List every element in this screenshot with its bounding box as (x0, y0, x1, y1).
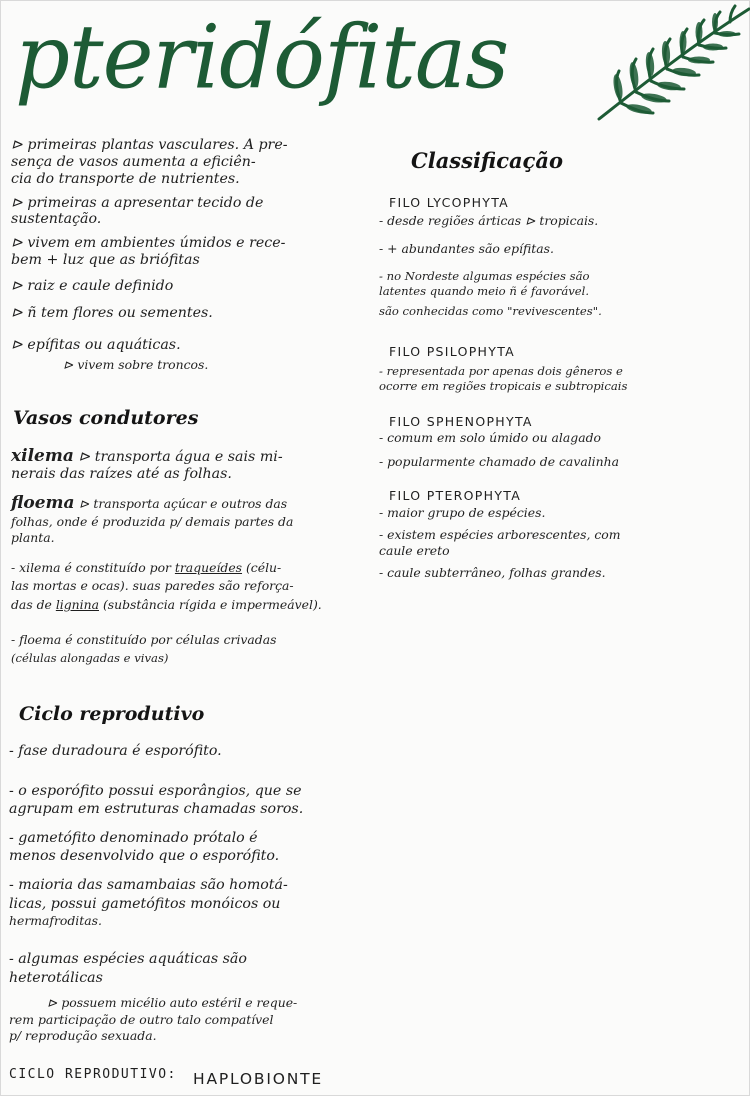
ciclo-line: licas, possui gametófitos monóicos ou (9, 896, 281, 912)
phylum-name: FILO PSILOPHYTA (389, 344, 516, 359)
xilema-const-pre: - xilema é constituído por (11, 560, 175, 575)
floema-const-line: (células alongadas e vivas) (11, 651, 169, 665)
page-title: pteridófitas (15, 7, 509, 110)
ciclo-line: p/ reprodução sexuada. (9, 1028, 157, 1043)
xilema-const-line: las mortas e ocas). suas paredes são reforça- (11, 578, 294, 593)
xilema-const-pre: das de (11, 597, 56, 612)
ciclo-line: - gametófito denominado prótalo é (9, 830, 258, 846)
section-heading-classificacao: Classificação (411, 148, 563, 173)
phylum-line: - representada por apenas dois gêneros e (379, 364, 623, 378)
section-heading-ciclo: Ciclo reprodutivo (19, 703, 205, 725)
ciclo-line: agrupam em estruturas chamadas soros. (9, 801, 304, 817)
phylum-line: ocorre em regiões tropicais e subtropicais (379, 379, 628, 393)
intro-line: ⊳ vivem em ambientes úmidos e rece- (11, 235, 286, 251)
phylum-line: - desde regiões árticas ⊳ tropicais. (379, 213, 599, 228)
fern-leaf-icon (591, 1, 750, 126)
ciclo-line: - maioria das samambaias são homotá- (9, 877, 288, 893)
phylum-line: caule ereto (379, 543, 450, 558)
floema-line: planta. (11, 530, 55, 545)
floema-line (11, 495, 287, 512)
floema-const-line: - floema é constituído por células crivadas (11, 632, 277, 647)
reproductive-cycle-label: CICLO REPRODUTIVO: (9, 1067, 177, 1082)
floema-desc: ⊳ transporta açúcar e outros das (79, 496, 288, 511)
xilema-const-post: (célu- (242, 560, 282, 575)
ciclo-line: menos desenvolvido que o esporófito. (9, 848, 280, 864)
xilema-const-line (11, 561, 281, 576)
ciclo-line: rem participação de outro talo compatível (9, 1012, 274, 1027)
ciclo-line: - fase duradoura é esporófito. (9, 743, 222, 759)
phylum-name: FILO LYCOPHYTA (389, 195, 510, 210)
floema-line: folhas, onde é produzida p/ demais partes da (11, 514, 294, 529)
traqueides-term: traqueídes (174, 560, 243, 575)
phylum-name: FILO SPHENOPHYTA (389, 414, 533, 429)
phylum-line: - popularmente chamado de cavalinha (379, 454, 619, 469)
ciclo-line: hermafroditas. (9, 913, 102, 928)
intro-line: ⊳ vivem sobre troncos. (63, 357, 209, 372)
phylum-line: - + abundantes são epífitas. (379, 241, 554, 256)
xilema-term: xilema (11, 446, 74, 466)
intro-line: cia do transporte de nutrientes. (11, 171, 240, 187)
intro-line: ⊳ primeiras a apresentar tecido de (11, 195, 264, 211)
lignina-term: lignina (55, 597, 99, 612)
phylum-line: - comum em solo úmido ou alagado (379, 430, 601, 445)
xilema-const-line (11, 598, 322, 613)
ciclo-line: - o esporófito possui esporângios, que se (9, 783, 302, 799)
ciclo-line: - algumas espécies aquáticas são (9, 951, 247, 967)
reproductive-cycle-value: HAPLOBIONTE (193, 1070, 323, 1088)
intro-line: ⊳ primeiras plantas vasculares. A pre- (11, 137, 288, 153)
phylum-line: - maior grupo de espécies. (379, 505, 546, 520)
intro-line: ⊳ epífitas ou aquáticas. (11, 337, 181, 353)
ciclo-line: heterotálicas (9, 970, 103, 986)
intro-line: ⊳ ñ tem flores ou sementes. (11, 305, 213, 321)
phylum-line: latentes quando meio ñ é favorável. (379, 284, 590, 298)
intro-line: sustentação. (11, 211, 102, 227)
xilema-const-post: (substância rígida e impermeável). (99, 597, 322, 612)
intro-line: ⊳ raiz e caule definido (11, 278, 174, 294)
xilema-line (11, 448, 283, 465)
phylum-line: - no Nordeste algumas espécies são (379, 269, 590, 283)
phylum-line: - caule subterrâneo, folhas grandes. (379, 565, 606, 580)
xilema-desc: ⊳ transporta água e sais mi- (78, 449, 283, 465)
intro-line: sença de vasos aumenta a eficiên- (11, 154, 256, 170)
phylum-name: FILO PTEROPHYTA (389, 488, 522, 503)
phylum-line: são conhecidas como "revivescentes". (379, 304, 602, 318)
section-heading-vasos: Vasos condutores (13, 407, 199, 429)
floema-term: floema (11, 493, 75, 513)
xilema-line: nerais das raízes até as folhas. (11, 466, 232, 482)
phylum-line: - existem espécies arborescentes, com (379, 527, 621, 542)
ciclo-line: ⊳ possuem micélio auto estéril e reque- (47, 995, 298, 1010)
intro-line: bem + luz que as briófitas (11, 252, 200, 268)
